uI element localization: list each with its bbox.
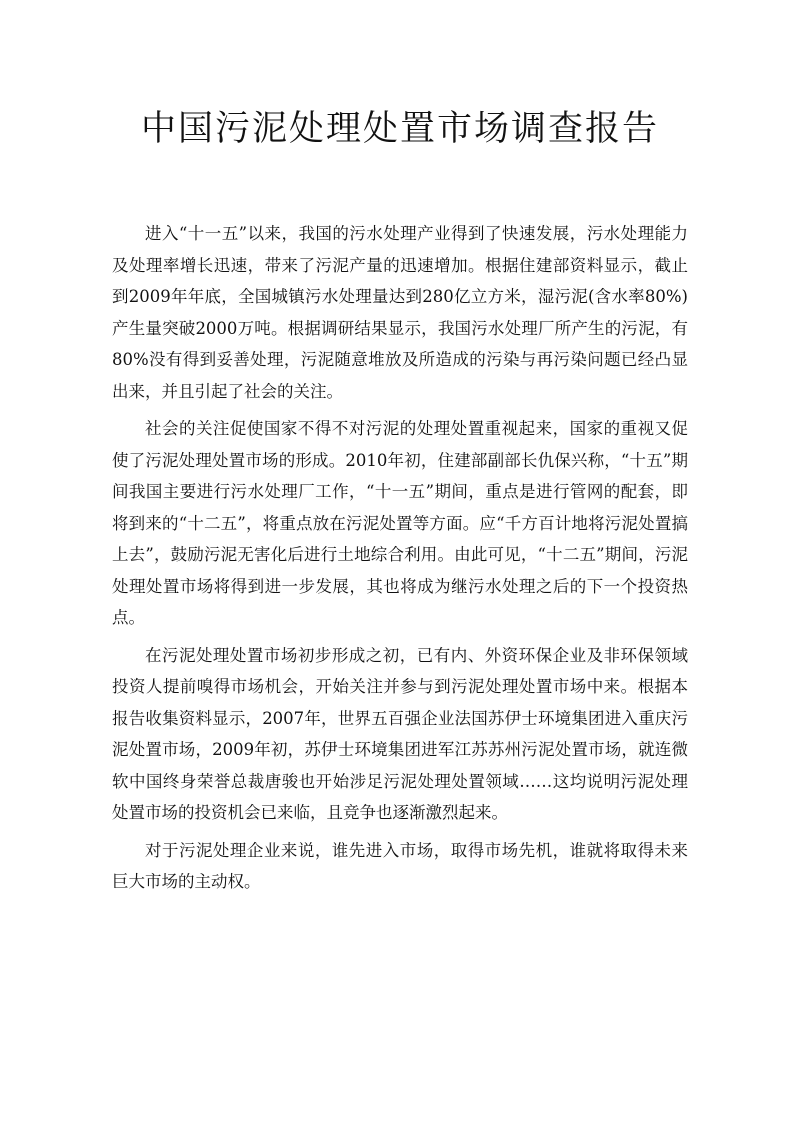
paragraph-3: 在污泥处理处置市场初步形成之初，已有内、外资环保企业及非环保领域投资人提前嗅得市场机会，开始关注并参与到污泥处理处置市场中来。根据本报告收集资料显示，2007年，世界五百强企业法国苏伊士环境集团进入重庆污泥处置市场，2009年初，苏伊士环境集团进军江苏苏州污泥处置市场，就连微软中国终身荣誉总裁唐骏也开始涉足污泥处理处置领域……这均说明污泥处理处置市场的投资机会已来临，且竞争也逐渐激烈起来。 (112, 645, 688, 822)
document-body (112, 218, 688, 904)
paragraph-2: 社会的关注促使国家不得不对污泥的处理处置重视起来，国家的重视又促使了污泥处理处置市场的形成。2010年初，住建部副部长仇保兴称，“十五”期间我国主要进行污水处理厂工作，“十一五”期间，重点是进行管网的配套，即将到来的“十二五”，将重点放在污泥处置等方面。应“千方百计地将污泥处置搞上去”，鼓励污泥无害化后进行土地综合利用。由此可见，“十二五”期间，污泥处理处置市场将得到进一步发展，其也将成为继污水处理之后的下一个投资热点。 (112, 419, 688, 627)
document-title: 中国污泥处理处置市场调查报告 (140, 109, 659, 149)
paragraph-1: 进入“十一五”以来，我国的污水处理产业得到了快速发展，污水处理能力及处理率增长迅速，带来了污泥产量的迅速增加。根据住建部资料显示，截止到2009年年底，全国城镇污水处理量达到280亿立方米，湿污泥(含水率80%)产生量突破2000万吨。根据调研结果显示，我国污水处理厂所产生的污泥，有80%没有得到妥善处理，污泥随意堆放及所造成的污染与再污染问题已经凸显出来，并且引起了社会的关注。 (112, 224, 688, 401)
paragraph-4: 对于污泥处理企业来说，谁先进入市场，取得市场先机，谁就将取得未来巨大市场的主动权。 (112, 840, 688, 891)
